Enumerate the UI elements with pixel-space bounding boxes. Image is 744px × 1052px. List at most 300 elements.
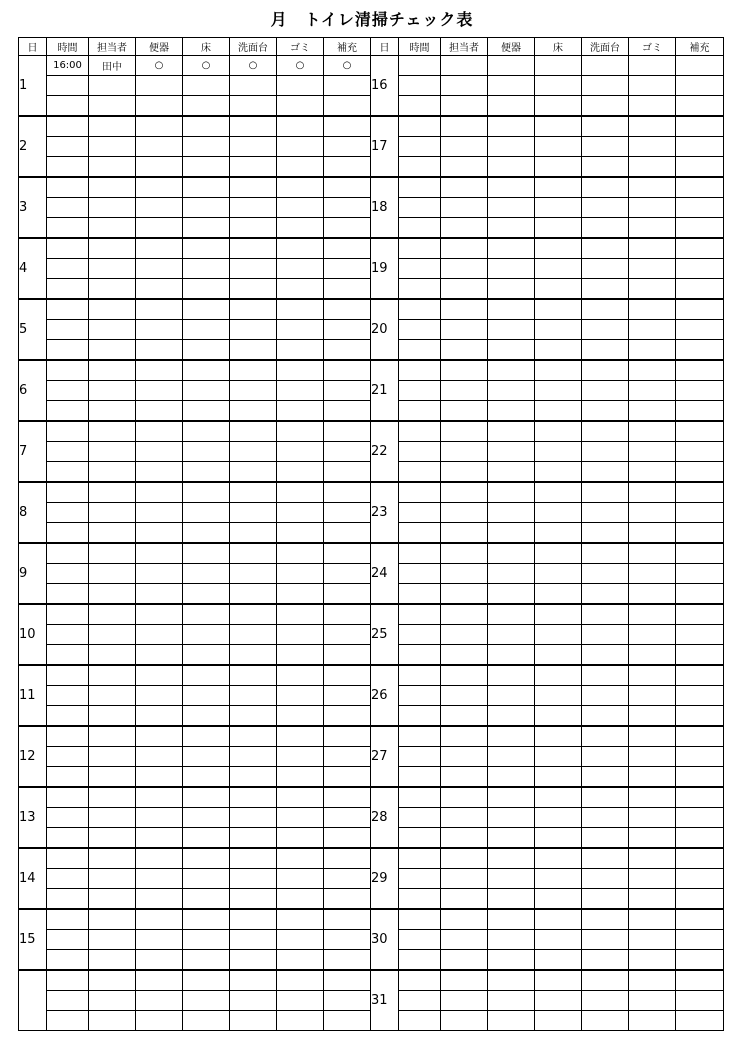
right-toilet-cell[interactable]: [488, 584, 535, 605]
left-floor-cell[interactable]: [183, 665, 230, 686]
left-refill-cell[interactable]: [324, 218, 371, 239]
right-sink-cell[interactable]: [582, 462, 629, 483]
left-trash-cell[interactable]: [277, 706, 324, 727]
right-refill-cell[interactable]: [676, 177, 724, 198]
right-person-cell[interactable]: [441, 503, 488, 523]
left-time-cell[interactable]: [47, 299, 89, 320]
right-sink-cell[interactable]: [582, 177, 629, 198]
left-time-cell[interactable]: 16:00: [47, 56, 89, 76]
right-sink-cell[interactable]: [582, 442, 629, 462]
right-refill-cell[interactable]: [676, 625, 724, 645]
right-toilet-cell[interactable]: [488, 543, 535, 564]
right-floor-cell[interactable]: [535, 665, 582, 686]
right-sink-cell[interactable]: [582, 238, 629, 259]
left-trash-cell[interactable]: [277, 482, 324, 503]
right-time-cell[interactable]: [399, 706, 441, 727]
right-trash-cell[interactable]: [629, 930, 676, 950]
left-toilet-cell[interactable]: [136, 137, 183, 157]
right-trash-cell[interactable]: [629, 645, 676, 666]
right-sink-cell[interactable]: [582, 360, 629, 381]
right-floor-cell[interactable]: [535, 340, 582, 361]
left-toilet-cell[interactable]: [136, 767, 183, 788]
left-sink-cell[interactable]: [230, 869, 277, 889]
right-refill-cell[interactable]: [676, 503, 724, 523]
left-floor-cell[interactable]: [183, 767, 230, 788]
right-toilet-cell[interactable]: [488, 503, 535, 523]
left-refill-cell[interactable]: [324, 828, 371, 849]
right-refill-cell[interactable]: [676, 401, 724, 422]
right-toilet-cell[interactable]: [488, 116, 535, 137]
left-floor-cell[interactable]: [183, 808, 230, 828]
left-refill-cell[interactable]: [324, 96, 371, 117]
left-time-cell[interactable]: [47, 1011, 89, 1031]
left-person-cell[interactable]: [89, 625, 136, 645]
left-person-cell[interactable]: [89, 991, 136, 1011]
left-toilet-cell[interactable]: [136, 543, 183, 564]
left-person-cell[interactable]: [89, 543, 136, 564]
left-person-cell[interactable]: [89, 808, 136, 828]
right-time-cell[interactable]: [399, 930, 441, 950]
left-trash-cell[interactable]: [277, 401, 324, 422]
left-refill-cell[interactable]: [324, 503, 371, 523]
left-time-cell[interactable]: [47, 604, 89, 625]
right-time-cell[interactable]: [399, 564, 441, 584]
left-floor-cell[interactable]: [183, 950, 230, 971]
right-time-cell[interactable]: [399, 665, 441, 686]
left-time-cell[interactable]: [47, 360, 89, 381]
left-time-cell[interactable]: [47, 401, 89, 422]
left-toilet-cell[interactable]: [136, 1011, 183, 1031]
right-trash-cell[interactable]: [629, 177, 676, 198]
right-person-cell[interactable]: [441, 401, 488, 422]
left-toilet-cell[interactable]: [136, 401, 183, 422]
left-floor-cell[interactable]: [183, 543, 230, 564]
left-toilet-cell[interactable]: [136, 726, 183, 747]
right-floor-cell[interactable]: [535, 279, 582, 300]
left-time-cell[interactable]: [47, 116, 89, 137]
right-floor-cell[interactable]: [535, 706, 582, 727]
left-toilet-cell[interactable]: [136, 889, 183, 910]
right-toilet-cell[interactable]: [488, 523, 535, 544]
right-refill-cell[interactable]: [676, 604, 724, 625]
right-floor-cell[interactable]: [535, 889, 582, 910]
right-sink-cell[interactable]: [582, 828, 629, 849]
left-floor-cell[interactable]: [183, 116, 230, 137]
right-trash-cell[interactable]: [629, 889, 676, 910]
right-sink-cell[interactable]: [582, 157, 629, 178]
right-person-cell[interactable]: [441, 137, 488, 157]
right-person-cell[interactable]: [441, 96, 488, 117]
left-toilet-cell[interactable]: [136, 157, 183, 178]
right-sink-cell[interactable]: [582, 808, 629, 828]
left-trash-cell[interactable]: [277, 360, 324, 381]
left-floor-cell[interactable]: [183, 848, 230, 869]
left-trash-cell[interactable]: [277, 137, 324, 157]
left-refill-cell[interactable]: [324, 482, 371, 503]
right-refill-cell[interactable]: [676, 726, 724, 747]
left-toilet-cell[interactable]: ○: [136, 56, 183, 76]
right-toilet-cell[interactable]: [488, 604, 535, 625]
right-time-cell[interactable]: [399, 259, 441, 279]
right-person-cell[interactable]: [441, 726, 488, 747]
left-person-cell[interactable]: [89, 116, 136, 137]
right-trash-cell[interactable]: [629, 76, 676, 96]
left-sink-cell[interactable]: [230, 706, 277, 727]
right-toilet-cell[interactable]: [488, 137, 535, 157]
left-trash-cell[interactable]: [277, 76, 324, 96]
left-floor-cell[interactable]: [183, 564, 230, 584]
left-person-cell[interactable]: [89, 279, 136, 300]
right-trash-cell[interactable]: [629, 1011, 676, 1031]
right-toilet-cell[interactable]: [488, 686, 535, 706]
right-toilet-cell[interactable]: [488, 808, 535, 828]
right-floor-cell[interactable]: [535, 787, 582, 808]
left-sink-cell[interactable]: [230, 157, 277, 178]
left-trash-cell[interactable]: [277, 116, 324, 137]
right-trash-cell[interactable]: [629, 787, 676, 808]
right-refill-cell[interactable]: [676, 340, 724, 361]
left-time-cell[interactable]: [47, 279, 89, 300]
right-time-cell[interactable]: [399, 767, 441, 788]
left-refill-cell[interactable]: [324, 706, 371, 727]
left-person-cell[interactable]: [89, 747, 136, 767]
left-floor-cell[interactable]: [183, 96, 230, 117]
left-trash-cell[interactable]: [277, 238, 324, 259]
right-time-cell[interactable]: [399, 76, 441, 96]
left-person-cell[interactable]: [89, 889, 136, 910]
left-floor-cell[interactable]: [183, 991, 230, 1011]
right-toilet-cell[interactable]: [488, 930, 535, 950]
left-toilet-cell[interactable]: [136, 869, 183, 889]
left-toilet-cell[interactable]: [136, 808, 183, 828]
left-refill-cell[interactable]: [324, 462, 371, 483]
right-sink-cell[interactable]: [582, 279, 629, 300]
left-trash-cell[interactable]: [277, 503, 324, 523]
right-trash-cell[interactable]: [629, 564, 676, 584]
left-toilet-cell[interactable]: [136, 76, 183, 96]
left-floor-cell[interactable]: [183, 381, 230, 401]
left-sink-cell[interactable]: [230, 96, 277, 117]
right-person-cell[interactable]: [441, 970, 488, 991]
left-sink-cell[interactable]: [230, 686, 277, 706]
left-toilet-cell[interactable]: [136, 625, 183, 645]
left-refill-cell[interactable]: [324, 340, 371, 361]
right-toilet-cell[interactable]: [488, 56, 535, 76]
left-floor-cell[interactable]: [183, 787, 230, 808]
left-toilet-cell[interactable]: [136, 787, 183, 808]
right-sink-cell[interactable]: [582, 340, 629, 361]
right-person-cell[interactable]: [441, 543, 488, 564]
right-person-cell[interactable]: [441, 950, 488, 971]
left-person-cell[interactable]: [89, 218, 136, 239]
right-toilet-cell[interactable]: [488, 401, 535, 422]
right-sink-cell[interactable]: [582, 991, 629, 1011]
left-time-cell[interactable]: [47, 991, 89, 1011]
right-trash-cell[interactable]: [629, 279, 676, 300]
left-trash-cell[interactable]: [277, 1011, 324, 1031]
left-toilet-cell[interactable]: [136, 177, 183, 198]
left-sink-cell[interactable]: [230, 828, 277, 849]
left-person-cell[interactable]: [89, 1011, 136, 1031]
left-sink-cell[interactable]: [230, 340, 277, 361]
left-time-cell[interactable]: [47, 482, 89, 503]
right-sink-cell[interactable]: [582, 381, 629, 401]
left-trash-cell[interactable]: [277, 665, 324, 686]
left-refill-cell[interactable]: [324, 299, 371, 320]
left-time-cell[interactable]: [47, 543, 89, 564]
left-time-cell[interactable]: [47, 930, 89, 950]
right-time-cell[interactable]: [399, 157, 441, 178]
right-sink-cell[interactable]: [582, 767, 629, 788]
right-time-cell[interactable]: [399, 950, 441, 971]
right-floor-cell[interactable]: [535, 137, 582, 157]
left-sink-cell[interactable]: [230, 625, 277, 645]
right-refill-cell[interactable]: [676, 442, 724, 462]
left-time-cell[interactable]: [47, 259, 89, 279]
left-toilet-cell[interactable]: [136, 930, 183, 950]
left-time-cell[interactable]: [47, 177, 89, 198]
right-trash-cell[interactable]: [629, 218, 676, 239]
left-sink-cell[interactable]: [230, 218, 277, 239]
left-toilet-cell[interactable]: [136, 686, 183, 706]
right-sink-cell[interactable]: [582, 909, 629, 930]
left-sink-cell[interactable]: [230, 320, 277, 340]
right-sink-cell[interactable]: [582, 787, 629, 808]
left-sink-cell[interactable]: [230, 584, 277, 605]
right-refill-cell[interactable]: [676, 686, 724, 706]
right-toilet-cell[interactable]: [488, 787, 535, 808]
left-trash-cell[interactable]: [277, 218, 324, 239]
right-sink-cell[interactable]: [582, 218, 629, 239]
left-refill-cell[interactable]: [324, 157, 371, 178]
left-sink-cell[interactable]: [230, 279, 277, 300]
right-time-cell[interactable]: [399, 523, 441, 544]
left-refill-cell[interactable]: ○: [324, 56, 371, 76]
right-trash-cell[interactable]: [629, 401, 676, 422]
right-refill-cell[interactable]: [676, 523, 724, 544]
left-sink-cell[interactable]: [230, 543, 277, 564]
left-trash-cell[interactable]: [277, 828, 324, 849]
left-refill-cell[interactable]: [324, 604, 371, 625]
right-sink-cell[interactable]: [582, 889, 629, 910]
left-toilet-cell[interactable]: [136, 848, 183, 869]
right-trash-cell[interactable]: [629, 462, 676, 483]
left-toilet-cell[interactable]: [136, 564, 183, 584]
right-toilet-cell[interactable]: [488, 848, 535, 869]
left-trash-cell[interactable]: [277, 543, 324, 564]
left-person-cell[interactable]: [89, 157, 136, 178]
right-toilet-cell[interactable]: [488, 665, 535, 686]
left-trash-cell[interactable]: [277, 909, 324, 930]
left-trash-cell[interactable]: [277, 747, 324, 767]
right-sink-cell[interactable]: [582, 584, 629, 605]
right-trash-cell[interactable]: [629, 970, 676, 991]
right-time-cell[interactable]: [399, 177, 441, 198]
left-toilet-cell[interactable]: [136, 259, 183, 279]
left-refill-cell[interactable]: [324, 442, 371, 462]
left-person-cell[interactable]: [89, 421, 136, 442]
right-sink-cell[interactable]: [582, 259, 629, 279]
left-refill-cell[interactable]: [324, 320, 371, 340]
left-refill-cell[interactable]: [324, 116, 371, 137]
right-person-cell[interactable]: [441, 421, 488, 442]
left-time-cell[interactable]: [47, 747, 89, 767]
right-toilet-cell[interactable]: [488, 96, 535, 117]
right-floor-cell[interactable]: [535, 360, 582, 381]
left-person-cell[interactable]: [89, 259, 136, 279]
right-person-cell[interactable]: [441, 462, 488, 483]
right-floor-cell[interactable]: [535, 218, 582, 239]
right-toilet-cell[interactable]: [488, 421, 535, 442]
right-trash-cell[interactable]: [629, 584, 676, 605]
right-person-cell[interactable]: [441, 991, 488, 1011]
left-toilet-cell[interactable]: [136, 706, 183, 727]
left-refill-cell[interactable]: [324, 238, 371, 259]
left-trash-cell[interactable]: [277, 442, 324, 462]
right-time-cell[interactable]: [399, 828, 441, 849]
left-floor-cell[interactable]: [183, 177, 230, 198]
right-floor-cell[interactable]: [535, 238, 582, 259]
right-time-cell[interactable]: [399, 218, 441, 239]
right-sink-cell[interactable]: [582, 564, 629, 584]
left-time-cell[interactable]: [47, 523, 89, 544]
right-time-cell[interactable]: [399, 401, 441, 422]
left-trash-cell[interactable]: [277, 991, 324, 1011]
right-person-cell[interactable]: [441, 889, 488, 910]
left-sink-cell[interactable]: [230, 76, 277, 96]
left-toilet-cell[interactable]: [136, 116, 183, 137]
left-toilet-cell[interactable]: [136, 360, 183, 381]
right-sink-cell[interactable]: [582, 950, 629, 971]
left-refill-cell[interactable]: [324, 421, 371, 442]
left-sink-cell[interactable]: [230, 116, 277, 137]
right-refill-cell[interactable]: [676, 360, 724, 381]
right-toilet-cell[interactable]: [488, 340, 535, 361]
right-person-cell[interactable]: [441, 381, 488, 401]
left-refill-cell[interactable]: [324, 259, 371, 279]
left-sink-cell[interactable]: [230, 604, 277, 625]
right-refill-cell[interactable]: [676, 808, 724, 828]
right-floor-cell[interactable]: [535, 421, 582, 442]
right-floor-cell[interactable]: [535, 1011, 582, 1031]
left-time-cell[interactable]: [47, 767, 89, 788]
right-trash-cell[interactable]: [629, 381, 676, 401]
right-refill-cell[interactable]: [676, 76, 724, 96]
right-floor-cell[interactable]: [535, 259, 582, 279]
left-time-cell[interactable]: [47, 869, 89, 889]
left-refill-cell[interactable]: [324, 584, 371, 605]
left-toilet-cell[interactable]: [136, 747, 183, 767]
right-time-cell[interactable]: [399, 442, 441, 462]
left-trash-cell[interactable]: [277, 950, 324, 971]
left-person-cell[interactable]: [89, 950, 136, 971]
left-refill-cell[interactable]: [324, 686, 371, 706]
right-refill-cell[interactable]: [676, 238, 724, 259]
right-floor-cell[interactable]: [535, 625, 582, 645]
left-trash-cell[interactable]: [277, 421, 324, 442]
left-refill-cell[interactable]: [324, 869, 371, 889]
left-time-cell[interactable]: [47, 970, 89, 991]
left-person-cell[interactable]: [89, 401, 136, 422]
right-refill-cell[interactable]: [676, 767, 724, 788]
left-floor-cell[interactable]: [183, 889, 230, 910]
right-toilet-cell[interactable]: [488, 381, 535, 401]
right-time-cell[interactable]: [399, 747, 441, 767]
right-person-cell[interactable]: [441, 116, 488, 137]
right-floor-cell[interactable]: [535, 503, 582, 523]
right-refill-cell[interactable]: [676, 584, 724, 605]
right-person-cell[interactable]: [441, 787, 488, 808]
right-refill-cell[interactable]: [676, 889, 724, 910]
right-floor-cell[interactable]: [535, 726, 582, 747]
left-toilet-cell[interactable]: [136, 381, 183, 401]
right-floor-cell[interactable]: [535, 157, 582, 178]
right-time-cell[interactable]: [399, 543, 441, 564]
left-floor-cell[interactable]: [183, 157, 230, 178]
right-refill-cell[interactable]: [676, 909, 724, 930]
right-refill-cell[interactable]: [676, 1011, 724, 1031]
left-refill-cell[interactable]: [324, 787, 371, 808]
right-trash-cell[interactable]: [629, 320, 676, 340]
left-sink-cell[interactable]: [230, 645, 277, 666]
left-person-cell[interactable]: [89, 76, 136, 96]
left-toilet-cell[interactable]: [136, 950, 183, 971]
left-trash-cell[interactable]: [277, 726, 324, 747]
left-trash-cell[interactable]: [277, 625, 324, 645]
left-person-cell[interactable]: [89, 828, 136, 849]
right-floor-cell[interactable]: [535, 462, 582, 483]
left-time-cell[interactable]: [47, 706, 89, 727]
left-toilet-cell[interactable]: [136, 584, 183, 605]
right-refill-cell[interactable]: [676, 56, 724, 76]
left-sink-cell[interactable]: [230, 747, 277, 767]
right-sink-cell[interactable]: [582, 482, 629, 503]
left-sink-cell[interactable]: [230, 259, 277, 279]
right-time-cell[interactable]: [399, 787, 441, 808]
right-time-cell[interactable]: [399, 1011, 441, 1031]
right-floor-cell[interactable]: [535, 198, 582, 218]
left-time-cell[interactable]: [47, 889, 89, 910]
right-time-cell[interactable]: [399, 360, 441, 381]
left-refill-cell[interactable]: [324, 808, 371, 828]
right-floor-cell[interactable]: [535, 564, 582, 584]
left-time-cell[interactable]: [47, 198, 89, 218]
right-person-cell[interactable]: [441, 320, 488, 340]
right-person-cell[interactable]: [441, 523, 488, 544]
right-floor-cell[interactable]: [535, 56, 582, 76]
right-trash-cell[interactable]: [629, 909, 676, 930]
right-toilet-cell[interactable]: [488, 157, 535, 178]
right-refill-cell[interactable]: [676, 482, 724, 503]
right-toilet-cell[interactable]: [488, 299, 535, 320]
left-floor-cell[interactable]: [183, 686, 230, 706]
left-floor-cell[interactable]: [183, 218, 230, 239]
right-trash-cell[interactable]: [629, 421, 676, 442]
left-person-cell[interactable]: [89, 930, 136, 950]
right-person-cell[interactable]: [441, 482, 488, 503]
right-toilet-cell[interactable]: [488, 909, 535, 930]
left-sink-cell[interactable]: [230, 482, 277, 503]
right-trash-cell[interactable]: [629, 767, 676, 788]
right-person-cell[interactable]: [441, 564, 488, 584]
right-toilet-cell[interactable]: [488, 259, 535, 279]
left-floor-cell[interactable]: [183, 930, 230, 950]
left-refill-cell[interactable]: [324, 360, 371, 381]
left-sink-cell[interactable]: [230, 462, 277, 483]
left-refill-cell[interactable]: [324, 747, 371, 767]
left-floor-cell[interactable]: [183, 503, 230, 523]
left-toilet-cell[interactable]: [136, 340, 183, 361]
